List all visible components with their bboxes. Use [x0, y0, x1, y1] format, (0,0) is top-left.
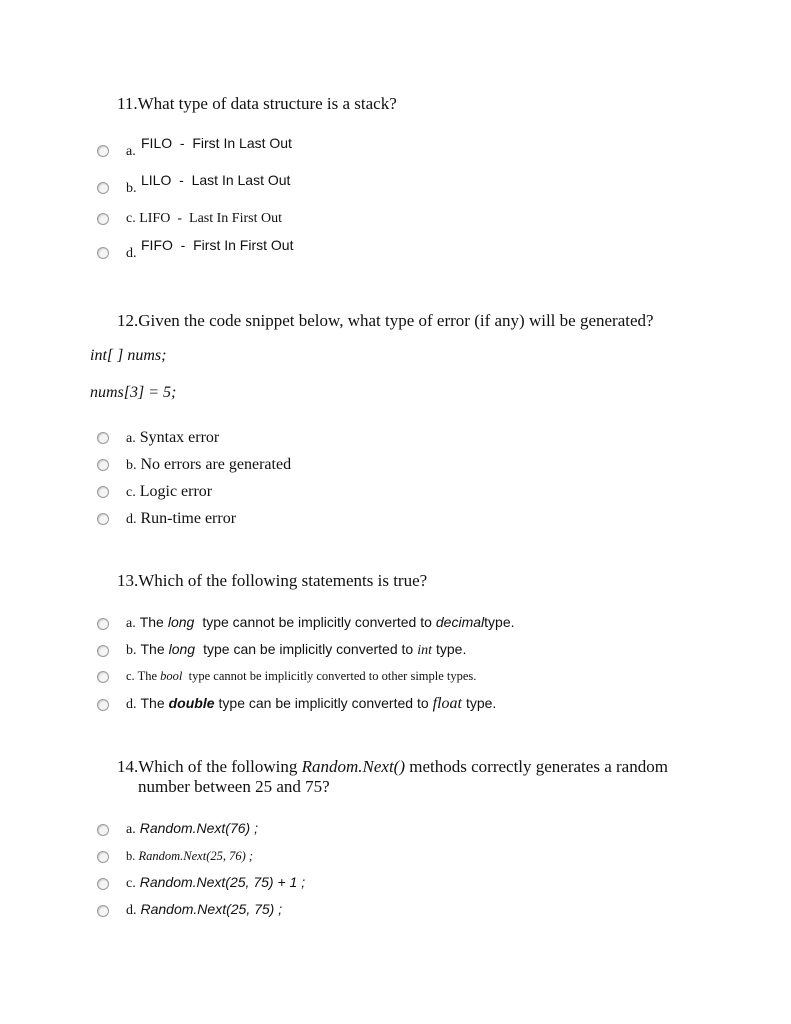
option-sep: - [177, 211, 183, 226]
radio-q14-d[interactable] [97, 905, 109, 917]
option-letter: c. [126, 876, 136, 891]
option-sep: - [179, 135, 185, 151]
option-letter: d. [126, 512, 137, 527]
radio-q12-a[interactable] [97, 432, 109, 444]
option-letter: a. [126, 431, 136, 446]
radio-q12-b[interactable] [97, 459, 109, 471]
option-q14-b [126, 849, 253, 864]
option-letter: b. [126, 181, 137, 196]
option-q12-a [126, 429, 219, 447]
option-letter: a. [126, 616, 136, 631]
option-q13-d [126, 695, 496, 713]
option-q12-d [126, 510, 236, 528]
option-q14-c [126, 874, 305, 892]
option-text: type cannot be implicitly converted to [202, 614, 432, 630]
option-q11-c [126, 211, 282, 227]
option-text: First In First Out [193, 237, 294, 253]
option-q13-a [126, 614, 515, 632]
radio-q12-c[interactable] [97, 486, 109, 498]
option-text: Random.Next(25, 75) + 1 ; [139, 874, 306, 890]
option-q14-d [126, 901, 282, 919]
option-letter: c. [126, 669, 135, 683]
option-sep: - [179, 172, 184, 188]
option-q12-c [126, 483, 212, 501]
option-letter: b. [126, 849, 136, 863]
option-text: Random.Next(76) ; [139, 820, 258, 836]
option-text: First In Last Out [192, 135, 292, 151]
option-q11-a [141, 135, 292, 151]
radio-q11-a[interactable] [97, 145, 109, 157]
option-text: No errors are generated [140, 456, 292, 473]
option-letter: a. [126, 144, 136, 159]
option-keyword: bool [160, 669, 183, 683]
radio-q14-c[interactable] [97, 878, 109, 890]
option-letter: d. [126, 903, 137, 918]
code-line-1: int[ ] nums; [90, 347, 167, 364]
radio-q12-d[interactable] [97, 513, 109, 525]
option-text: type. [435, 641, 467, 657]
option-letter: b. [126, 458, 137, 473]
option-text: Run-time error [140, 510, 237, 527]
radio-q11-b[interactable] [97, 182, 109, 194]
code-line-2: nums[3] = 5; [90, 384, 177, 401]
radio-q13-d[interactable] [97, 699, 109, 711]
option-keyword: decimal [435, 614, 485, 630]
radio-q14-a[interactable] [97, 824, 109, 836]
question-14-title [117, 757, 668, 777]
radio-q14-b[interactable] [97, 851, 109, 863]
radio-q11-c[interactable] [97, 213, 109, 225]
option-text: type can be implicitly converted to [203, 641, 414, 657]
option-text: The [137, 669, 158, 683]
option-keyword: long [167, 614, 195, 630]
option-text: Syntax error [139, 429, 220, 446]
option-letter: a. [126, 822, 136, 837]
option-text: type. [484, 614, 515, 630]
option-text: Last In First Out [189, 211, 282, 226]
radio-q11-d[interactable] [97, 247, 109, 259]
option-text: type cannot be implicitly converted to other simple types. [188, 669, 477, 683]
option-code: FILO [141, 135, 173, 151]
option-letter: d. [126, 246, 137, 261]
option-q11-d [141, 237, 293, 253]
option-code: LIFO [139, 211, 171, 226]
radio-q13-a[interactable] [97, 618, 109, 630]
option-letter: c. [126, 211, 136, 226]
option-sep: - [180, 237, 186, 253]
option-text: Last In Last Out [191, 172, 291, 188]
question-13-title: 13.Which of the following statements is true? [117, 571, 428, 590]
question-text: methods correctly generates a random [409, 757, 668, 776]
option-code: LILO [141, 172, 172, 188]
option-letter: c. [126, 485, 136, 500]
option-keyword: long [168, 641, 196, 657]
option-text: The [140, 641, 165, 657]
option-letter: d. [126, 697, 137, 712]
option-q13-c [126, 669, 476, 684]
option-keyword: int [417, 643, 432, 658]
radio-q13-c[interactable] [97, 671, 109, 683]
question-text: 14.Which of the following [117, 757, 298, 776]
option-text: type can be implicitly converted to [218, 695, 429, 711]
question-keyword: Random.Next() [301, 757, 405, 776]
option-q11-b [141, 172, 290, 188]
option-q14-a [126, 820, 258, 838]
question-11-title: 11.What type of data structure is a stack? [117, 94, 397, 113]
option-q13-b [126, 641, 466, 659]
option-keyword: float [432, 695, 462, 712]
option-letter: b. [126, 643, 137, 658]
option-keyword: double [168, 695, 215, 711]
option-q12-b [126, 456, 291, 474]
radio-q13-b[interactable] [97, 645, 109, 657]
option-code: FIFO [141, 237, 173, 253]
question-12-title: 12.Given the code snippet below, what type of error (if any) will be generated? [117, 311, 654, 330]
option-text: Random.Next(25, 76) ; [138, 849, 254, 863]
option-text: Random.Next(25, 75) ; [140, 901, 283, 917]
option-text: type. [465, 695, 497, 711]
option-text: The [139, 614, 164, 630]
option-text: Logic error [139, 483, 213, 500]
question-14-title-line2: number between 25 and 75? [138, 777, 330, 796]
option-text: The [140, 695, 165, 711]
